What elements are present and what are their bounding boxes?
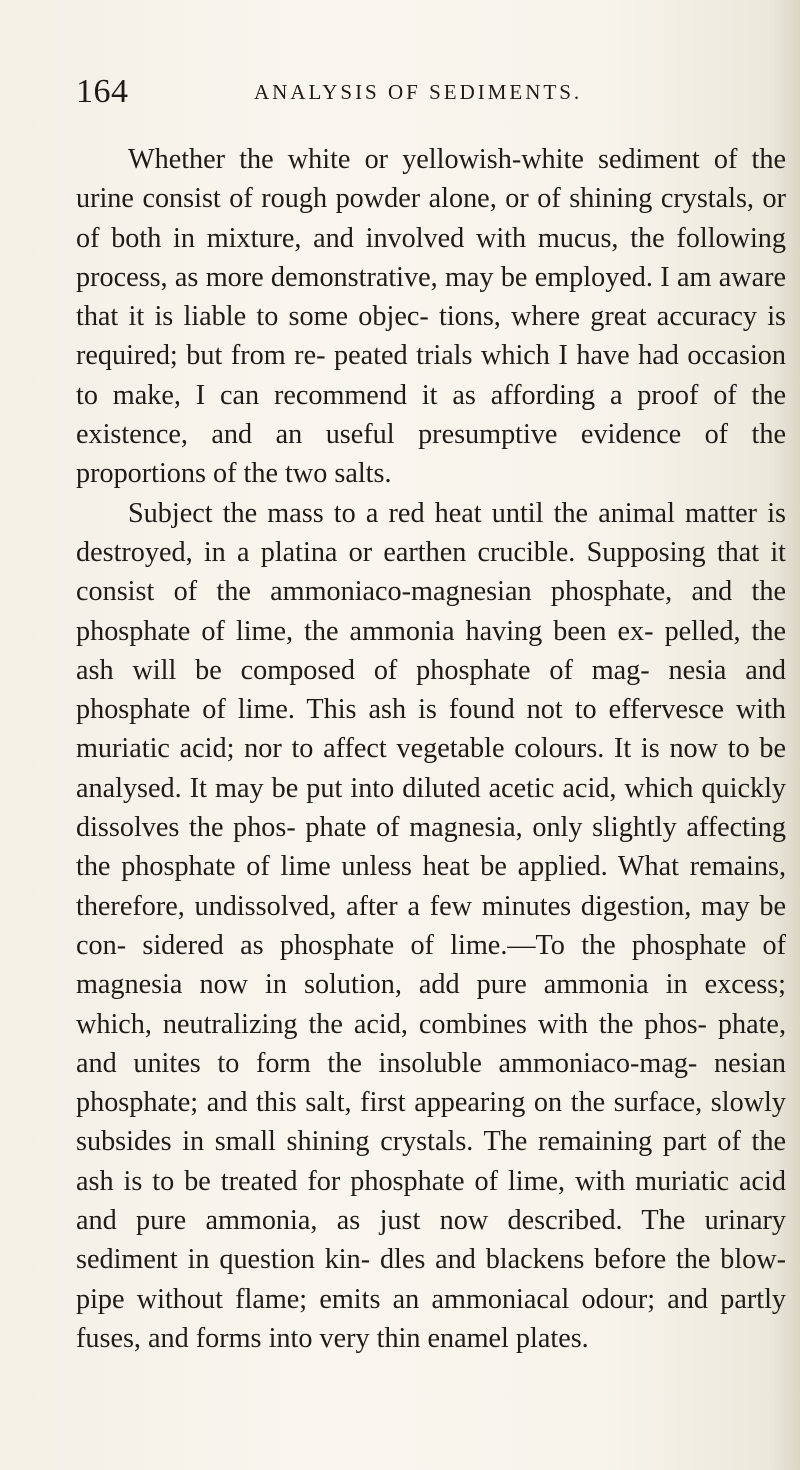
paragraph-1: Whether the white or yellowish-white sediment of the urine consist of rough powder alone, or of shining crystals, or of both in mixture, and involved with mucus, the following process, as more demonstrative, may be employed. I am aware that it is liable to some objec- tions, where great accuracy is required; but from re- peated trials which I have had occasion to make, I can recommend it as affording a proof of the existence, and an useful presumptive evidence of the proportions of the two salts. xyxy=(76,144,786,490)
page-number: 164 xyxy=(76,73,129,110)
running-head xyxy=(76,72,786,112)
body-text xyxy=(76,140,786,1358)
running-title: ANALYSIS OF SEDIMENTS. xyxy=(254,80,583,104)
paragraph-2: Subject the mass to a red heat until the animal matter is destroyed, in a platina or earthen crucible. Supposing that it consist of the ammoniaco-magnesian phosphate, and the phosphate of lime, the ammonia having been ex- pelled, the ash will be composed of phosphate of mag- nesia and phosphate of lime. This ash is found not to effervesce with muriatic acid; nor to affect vegetable colours. It is now to be analysed. It may be put into diluted acetic acid, which quickly dissolves the phos- phate of magnesia, only slightly affecting the phosphate of lime unless heat be applied. What remains, therefore, undissolved, after a few minutes digestion, may be con- sidered as phosphate of lime.—To the phosphate of magnesia now in solution, add pure ammonia in excess; which, neutralizing the acid, combines with the phos- phate, and unites to form the insoluble ammoniaco-mag- nesian phosphate; and this salt, first appearing on the surface, slowly subsides in small shining crystals. The remaining part of the ash is to be treated for phosphate of lime, with muriatic acid and pure ammonia, as just now described. The urinary sediment in question kin- dles and blackens before the blow-pipe without flame; emits an ammoniacal odour; and partly fuses, and forms into very thin enamel plates. xyxy=(76,497,786,1354)
